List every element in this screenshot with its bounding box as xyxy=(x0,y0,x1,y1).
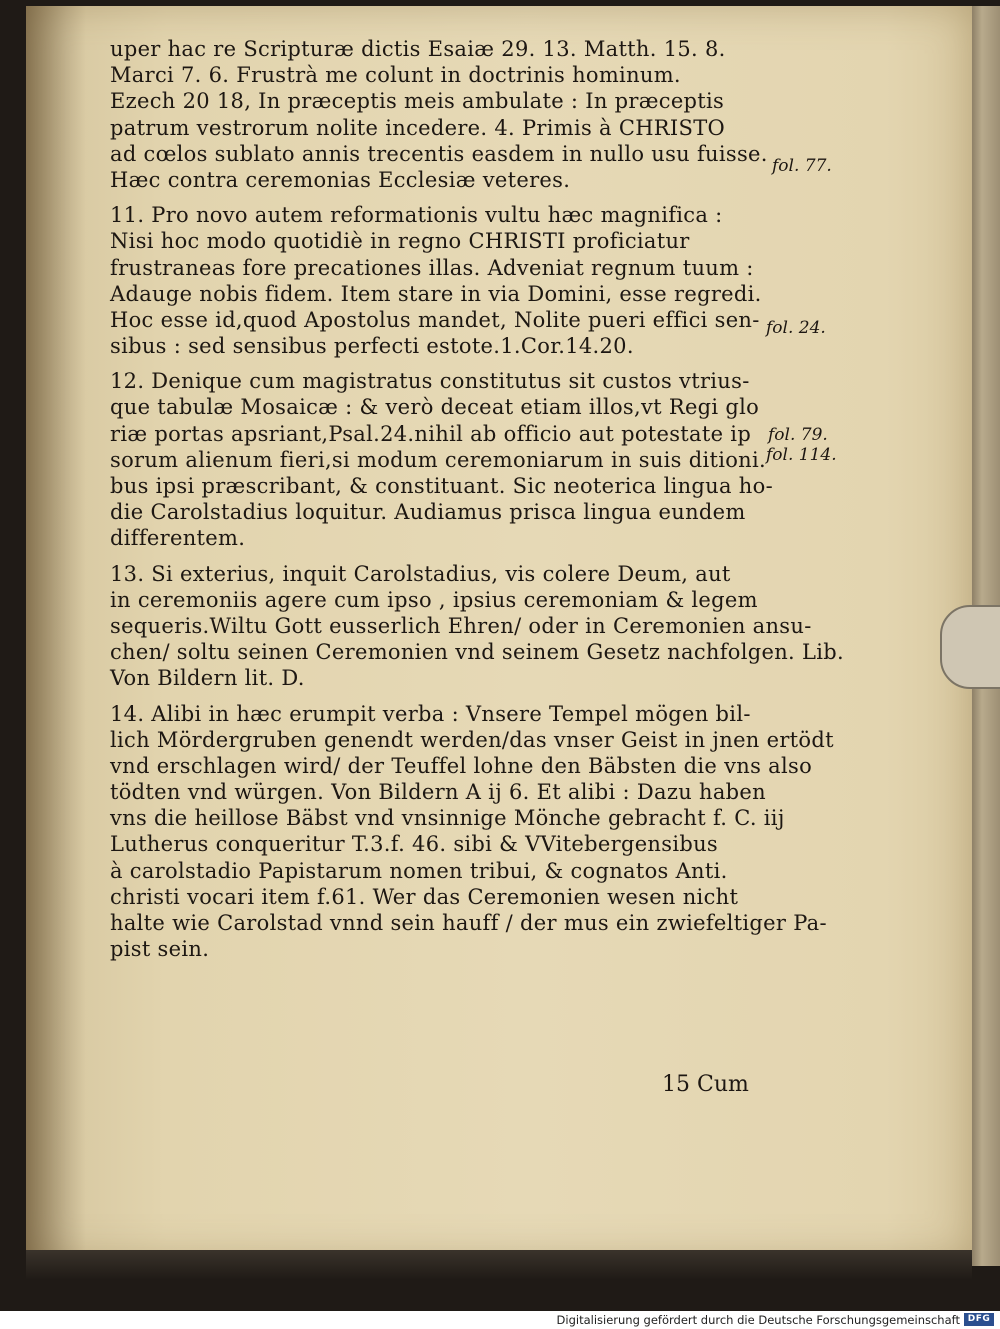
text-line: que tabulæ Mosaicæ : & verò deceat etiam illos,vt Regi glo xyxy=(110,395,760,420)
text-line: Adauge nobis fidem. Item stare in via Domini, esse regredi. xyxy=(110,281,762,306)
funding-credit: Digitalisierung gefördert durch die Deutsche Forschungsgemeinschaft xyxy=(556,1313,960,1327)
text-line: in ceremoniis agere cum ipso , ipsius ceremoniam & legem xyxy=(110,587,758,612)
text-line: bus ipsi præscribant, & constituant. Sic neoterica lingua ho- xyxy=(110,474,773,498)
text-line: die Carolstadius loquitur. Audiamus prisca lingua eundem xyxy=(110,500,746,525)
page-clip xyxy=(940,605,1000,689)
paragraph-start: 11. Pro novo autem reformationis vultu hæc magnifica : xyxy=(110,203,723,228)
text-line: differentem. xyxy=(110,526,246,551)
margin-note: fol. 77. xyxy=(772,156,832,176)
text-line: Nisi hoc modo quotidiè in regno CHRISTI proficiatur xyxy=(110,229,690,254)
text-line: tödten vnd würgen. Von Bildern A ij 6. Et alibi : Dazu haben xyxy=(110,780,766,805)
text-line: uper hac re Scripturæ dictis Esaiæ 29. 13. Matth. 15. 8. xyxy=(110,37,726,61)
bottom-edge xyxy=(26,1250,972,1280)
text-line: sibus : sed sensibus perfecti estote.1.Cor.14.20. xyxy=(110,334,634,359)
margin-note: fol. 114. xyxy=(766,445,837,465)
text-line: Ezech 20 18, In præceptis meis ambulate : In præceptis xyxy=(110,89,725,114)
text-line: christi vocari item f.61. Wer das Ceremonien wesen nicht xyxy=(110,884,739,909)
text-line: ad cœlos sublato annis trecentis easdem in nullo usu fuisse. xyxy=(110,141,768,166)
text-line: Hæc contra ceremonias Ecclesiæ veteres. xyxy=(110,167,571,192)
text-line: Von Bildern lit. D. xyxy=(110,666,305,691)
text-line: pist sein. xyxy=(110,937,210,962)
text-line: halte wie Carolstad vnnd sein hauff / der mus ein zwiefeltiger Pa- xyxy=(110,911,827,935)
paragraph-start: 12. Denique cum magistratus constitutus sit custos vtrius- xyxy=(110,369,750,394)
catchword: 15 Cum xyxy=(662,1072,749,1097)
text-line: vnd erschlagen wird/ der Teuffel lohne den Bäbsten die vns also xyxy=(110,753,813,778)
text-line: lich Mördergruben genendt werden/das vnser Geist in jnen ertödt xyxy=(110,727,834,752)
text-line: sorum alienum fieri,si modum ceremoniarum in suis ditioni. xyxy=(110,447,767,472)
gutter-shadow xyxy=(26,6,86,1258)
text-line: Lutherus conqueritur T.3.f. 46. sibi & VVitebergensibus xyxy=(110,832,718,857)
text-line: sequeris.Wiltu Gott eusserlich Ehren/ oder in Ceremonien ansu- xyxy=(110,613,812,638)
text-line: Marci 7. 6. Frustrà me colunt in doctrinis hominum. xyxy=(110,63,681,88)
margin-note: fol. 79. xyxy=(768,425,828,445)
paragraph-start: 13. Si exterius, inquit Carolstadius, vis colere Deum, aut xyxy=(110,561,731,586)
text-line: à carolstadio Papistarum nomen tribui, & cognatos Anti. xyxy=(110,858,728,883)
paragraph-start: 14. Alibi in hæc erumpit verba : Vnsere Tempel mögen bil- xyxy=(110,701,751,726)
margin-note: fol. 24. xyxy=(766,318,826,338)
text-line: patrum vestrorum nolite incedere. 4. Primis à CHRISTO xyxy=(110,115,726,140)
footer xyxy=(0,1311,1000,1329)
text-line: chen/ soltu seinen Ceremonien vnd seinem Gesetz nachfolgen. Lib. xyxy=(110,640,844,665)
dfg-logo: DFG xyxy=(964,1313,994,1326)
text-line: vns die heillose Bäbst vnd vnsinnige Mönche gebracht f. C. iij xyxy=(110,806,785,831)
text-line: riæ portas apsriant,Psal.24.nihil ab officio aut potestate ip xyxy=(110,421,752,446)
text-line: Hoc esse id,quod Apostolus mandet, Nolite pueri effici sen- xyxy=(110,307,760,332)
text-line: frustraneas fore precationes illas. Adveniat regnum tuum : xyxy=(110,255,754,280)
